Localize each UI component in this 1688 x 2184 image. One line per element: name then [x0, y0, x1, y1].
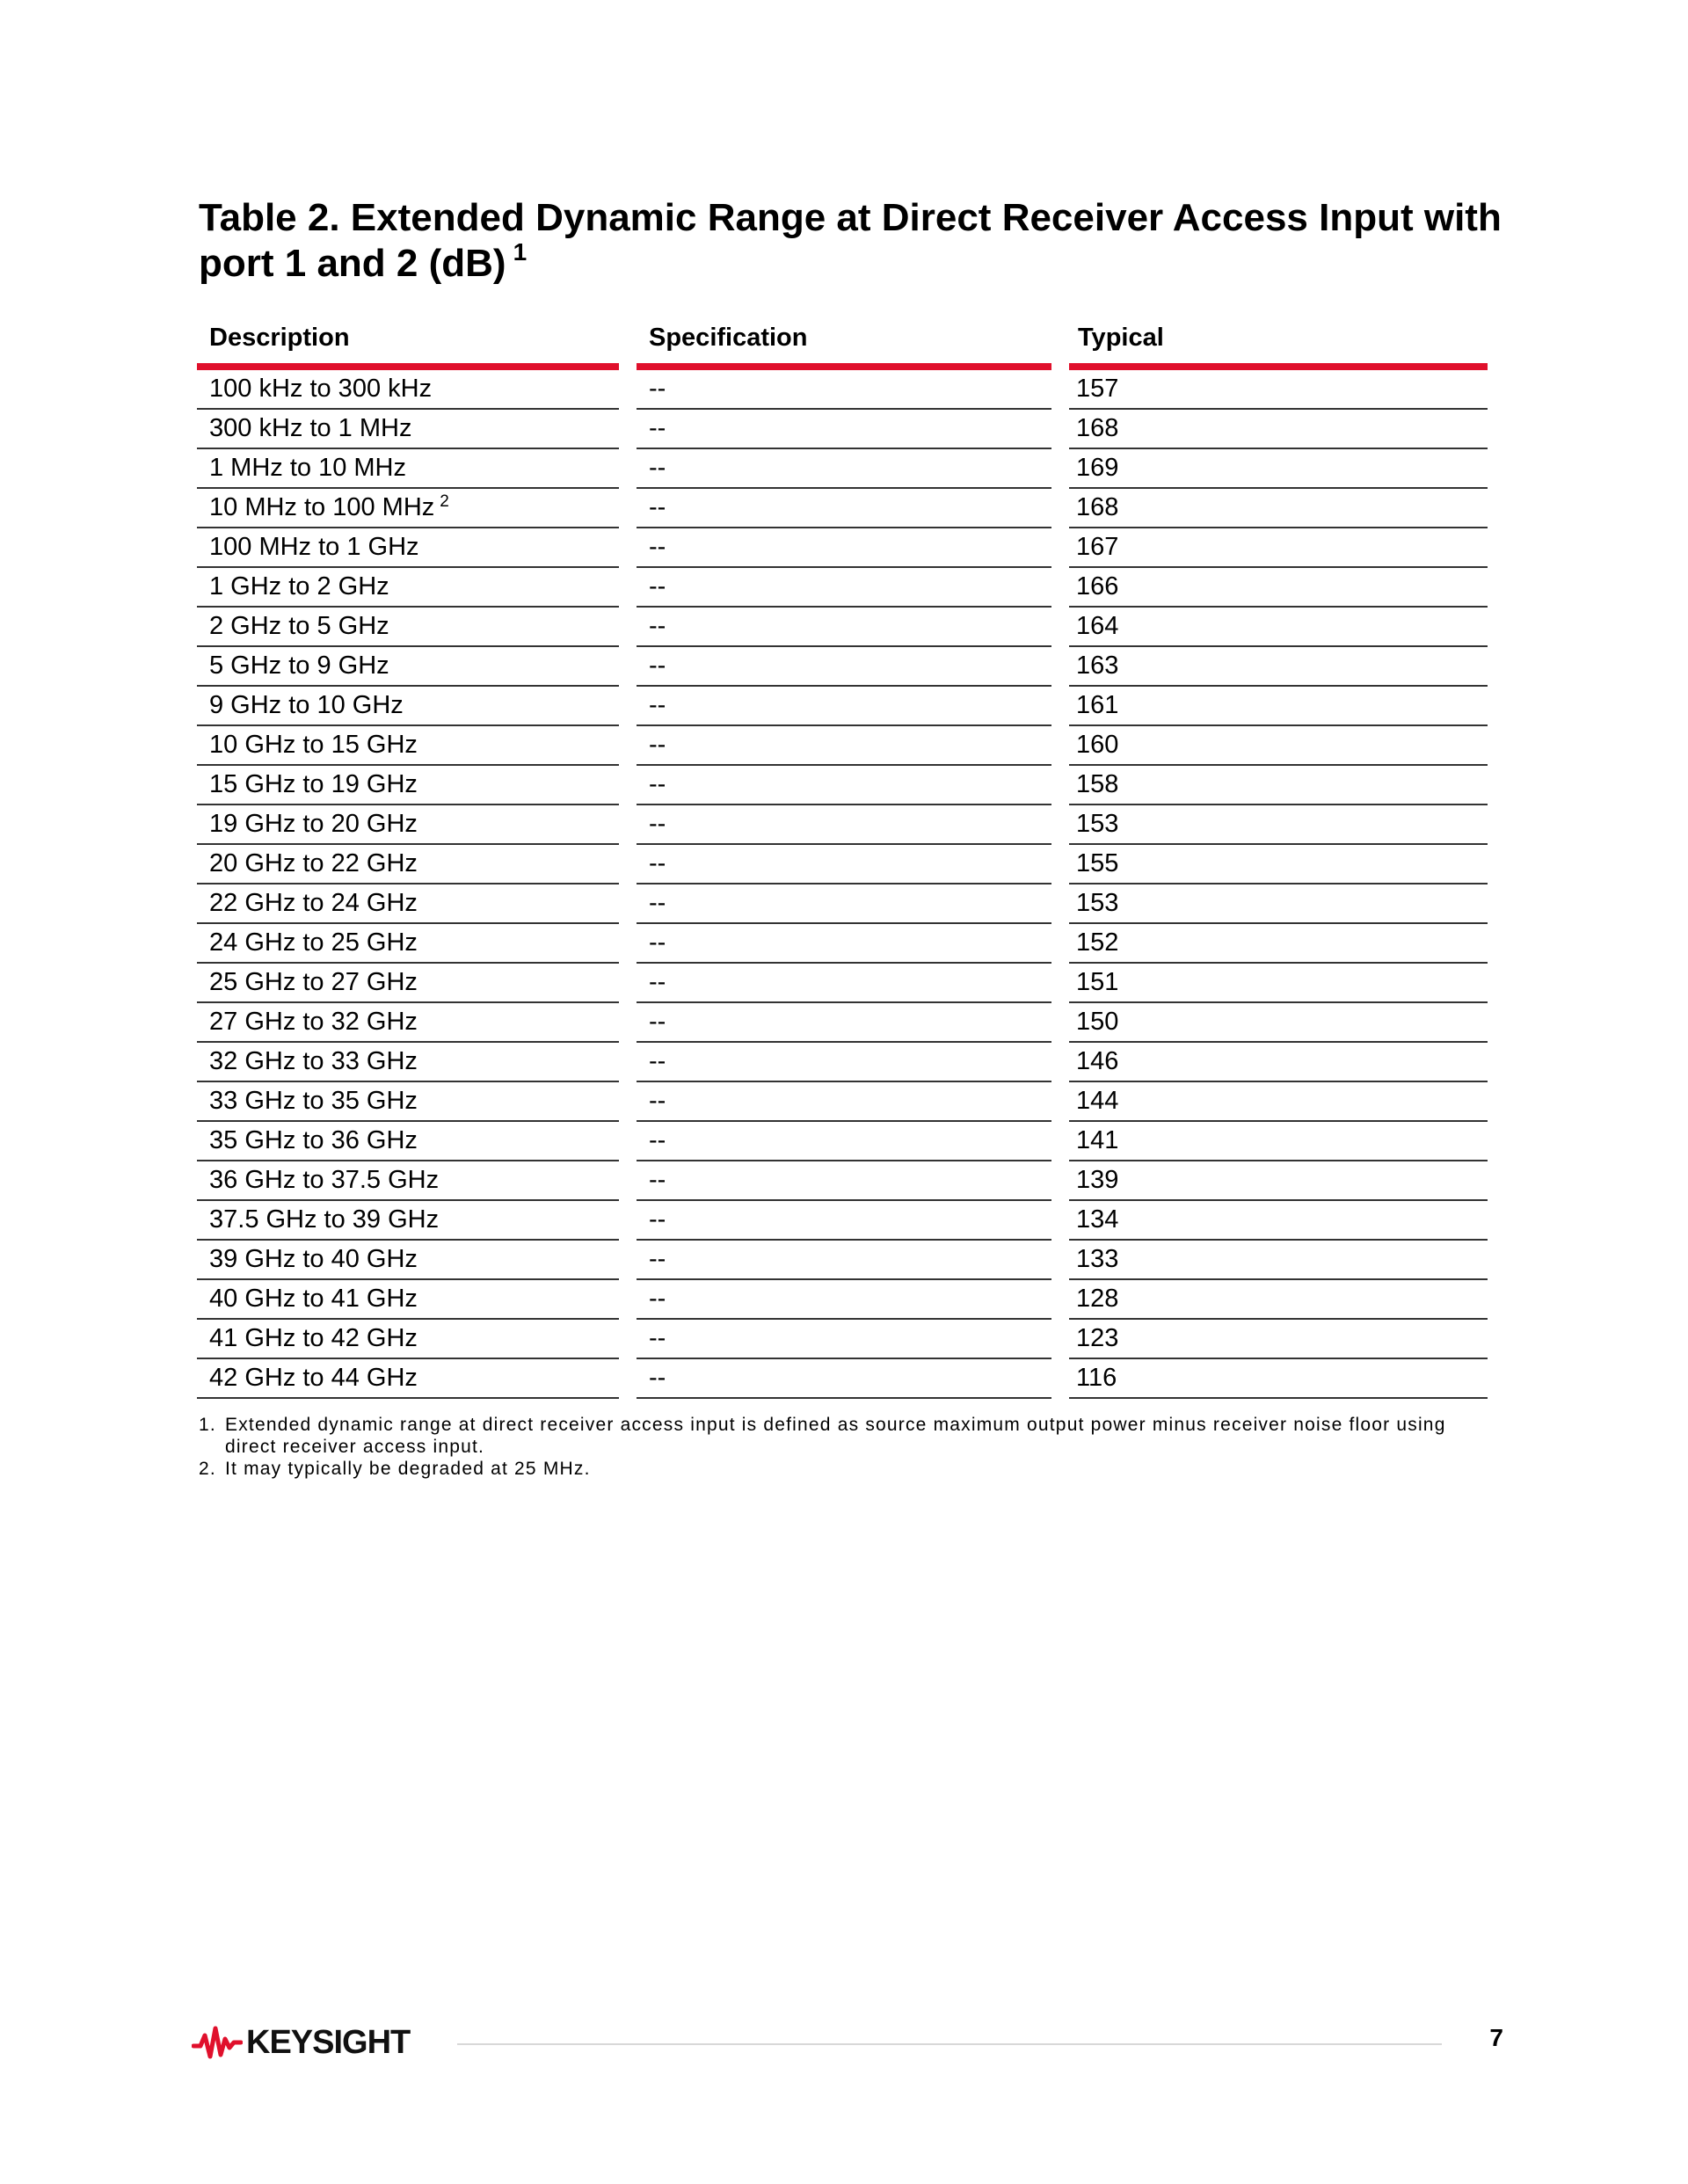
column-gap — [1051, 1082, 1069, 1122]
table-row — [197, 1082, 1488, 1122]
cell-specification: -- — [637, 766, 1051, 805]
column-gap — [1051, 312, 1069, 370]
cell-typical: 123 — [1069, 1320, 1488, 1359]
description-text: 15 GHz to 19 GHz — [209, 770, 418, 798]
table-row — [197, 766, 1488, 805]
table-row — [197, 885, 1488, 924]
cell-description — [197, 608, 619, 647]
column-gap — [619, 726, 637, 766]
table-body — [197, 370, 1488, 1399]
cell-description — [197, 370, 619, 410]
cell-typical: 161 — [1069, 687, 1488, 726]
column-gap — [619, 528, 637, 568]
description-text: 41 GHz to 42 GHz — [209, 1324, 418, 1352]
table-header-row — [197, 312, 1488, 370]
cell-typical: 169 — [1069, 449, 1488, 489]
description-text: 24 GHz to 25 GHz — [209, 928, 418, 957]
header-typical: Typical — [1069, 312, 1488, 370]
cell-typical: 160 — [1069, 726, 1488, 766]
cell-specification: -- — [637, 845, 1051, 885]
cell-specification: -- — [637, 805, 1051, 845]
cell-description — [197, 885, 619, 924]
cell-specification: -- — [637, 410, 1051, 449]
cell-specification: -- — [637, 726, 1051, 766]
column-gap — [1051, 924, 1069, 964]
column-gap — [619, 805, 637, 845]
description-text: 36 GHz to 37.5 GHz — [209, 1166, 440, 1194]
table-row — [197, 1003, 1488, 1043]
cell-specification: -- — [637, 489, 1051, 528]
column-gap — [619, 687, 637, 726]
table-row — [197, 608, 1488, 647]
keysight-wave-logo-icon — [192, 2023, 243, 2062]
description-text: 2 GHz to 5 GHz — [209, 612, 389, 640]
cell-specification: -- — [637, 1082, 1051, 1122]
column-gap — [619, 1359, 637, 1399]
column-gap — [619, 449, 637, 489]
cell-typical: 163 — [1069, 647, 1488, 687]
column-gap — [619, 845, 637, 885]
description-text: 27 GHz to 32 GHz — [209, 1008, 418, 1036]
cell-specification: -- — [637, 1320, 1051, 1359]
cell-specification: -- — [637, 964, 1051, 1003]
cell-description — [197, 1043, 619, 1082]
column-gap — [1051, 1003, 1069, 1043]
cell-typical: 158 — [1069, 766, 1488, 805]
column-gap — [619, 1003, 637, 1043]
description-text: 100 kHz to 300 kHz — [209, 375, 433, 403]
footnote-text: It may typically be degraded at 25 MHz. — [225, 1459, 591, 1479]
column-gap — [619, 370, 637, 410]
description-text: 300 kHz to 1 MHz — [209, 414, 412, 442]
footnote-item — [199, 1414, 1500, 1458]
description-text: 32 GHz to 33 GHz — [209, 1047, 418, 1075]
column-gap — [1051, 568, 1069, 608]
description-text: 22 GHz to 24 GHz — [209, 889, 418, 917]
cell-typical: 168 — [1069, 410, 1488, 449]
cell-specification: -- — [637, 1201, 1051, 1241]
table-row — [197, 528, 1488, 568]
cell-typical: 153 — [1069, 805, 1488, 845]
cell-description — [197, 766, 619, 805]
column-gap — [1051, 1280, 1069, 1320]
cell-specification: -- — [637, 924, 1051, 964]
table-row — [197, 1161, 1488, 1201]
table-row — [197, 1122, 1488, 1161]
column-gap — [1051, 687, 1069, 726]
footnote-number: 1. — [199, 1415, 216, 1435]
cell-specification: -- — [637, 1043, 1051, 1082]
column-gap — [619, 1161, 637, 1201]
column-gap — [619, 608, 637, 647]
column-gap — [619, 568, 637, 608]
description-text: 37.5 GHz to 39 GHz — [209, 1205, 440, 1234]
description-text: 1 MHz to 10 MHz — [209, 454, 406, 482]
table-row — [197, 1241, 1488, 1280]
cell-typical: 116 — [1069, 1359, 1488, 1399]
brand-name: KEYSIGHT — [246, 2023, 411, 2061]
column-gap — [619, 1082, 637, 1122]
footer-divider — [457, 2043, 1442, 2045]
description-text: 9 GHz to 10 GHz — [209, 691, 404, 719]
cell-description — [197, 568, 619, 608]
footnote-number: 2. — [199, 1459, 216, 1479]
cell-description — [197, 1201, 619, 1241]
table-row — [197, 964, 1488, 1003]
cell-typical: 146 — [1069, 1043, 1488, 1082]
cell-description — [197, 1122, 619, 1161]
cell-typical: 155 — [1069, 845, 1488, 885]
column-gap — [1051, 370, 1069, 410]
cell-specification: -- — [637, 370, 1051, 410]
cell-specification: -- — [637, 1359, 1051, 1399]
column-gap — [619, 1201, 637, 1241]
footnotes — [199, 1414, 1500, 1480]
column-gap — [619, 410, 637, 449]
table-row — [197, 845, 1488, 885]
column-gap — [1051, 647, 1069, 687]
column-gap — [1051, 1161, 1069, 1201]
column-gap — [1051, 885, 1069, 924]
dynamic-range-table — [197, 312, 1488, 1399]
column-gap — [1051, 726, 1069, 766]
column-gap — [1051, 449, 1069, 489]
table-title-text: Table 2. Extended Dynamic Range at Direct Receiver Access Input with port 1 and 2 (dB) — [199, 196, 1502, 285]
column-gap — [1051, 1201, 1069, 1241]
table-row — [197, 370, 1488, 410]
cell-typical: 133 — [1069, 1241, 1488, 1280]
description-text: 25 GHz to 27 GHz — [209, 968, 418, 996]
column-gap — [1051, 964, 1069, 1003]
column-gap — [1051, 1359, 1069, 1399]
cell-typical: 141 — [1069, 1122, 1488, 1161]
column-gap — [1051, 766, 1069, 805]
cell-specification: -- — [637, 1161, 1051, 1201]
cell-specification: -- — [637, 647, 1051, 687]
column-gap — [619, 885, 637, 924]
cell-typical: 164 — [1069, 608, 1488, 647]
cell-specification: -- — [637, 1241, 1051, 1280]
cell-description — [197, 1280, 619, 1320]
cell-specification: -- — [637, 528, 1051, 568]
column-gap — [619, 1043, 637, 1082]
cell-specification: -- — [637, 608, 1051, 647]
description-text: 33 GHz to 35 GHz — [209, 1087, 418, 1115]
description-text: 10 GHz to 15 GHz — [209, 731, 418, 759]
column-gap — [619, 489, 637, 528]
cell-typical: 168 — [1069, 489, 1488, 528]
footnote-item — [199, 1458, 1500, 1480]
cell-typical: 139 — [1069, 1161, 1488, 1201]
description-footnote-ref: 2 — [440, 492, 449, 511]
cell-typical: 150 — [1069, 1003, 1488, 1043]
title-footnote-ref: 1 — [513, 238, 528, 266]
column-gap — [619, 1280, 637, 1320]
cell-description — [197, 1003, 619, 1043]
cell-typical: 128 — [1069, 1280, 1488, 1320]
cell-specification: -- — [637, 1003, 1051, 1043]
column-gap — [1051, 1320, 1069, 1359]
cell-typical: 167 — [1069, 528, 1488, 568]
cell-specification: -- — [637, 885, 1051, 924]
cell-typical: 153 — [1069, 885, 1488, 924]
page-number: 7 — [1489, 2024, 1503, 2051]
table-row — [197, 568, 1488, 608]
table-row — [197, 687, 1488, 726]
description-text: 5 GHz to 9 GHz — [209, 652, 389, 680]
description-text: 10 MHz to 100 MHz — [209, 493, 435, 521]
column-gap — [1051, 608, 1069, 647]
cell-description — [197, 805, 619, 845]
description-text: 39 GHz to 40 GHz — [209, 1245, 418, 1273]
table-row — [197, 805, 1488, 845]
table-row — [197, 1359, 1488, 1399]
cell-specification: -- — [637, 1280, 1051, 1320]
cell-description — [197, 489, 619, 528]
cell-description — [197, 964, 619, 1003]
column-gap — [619, 1241, 637, 1280]
cell-description — [197, 1241, 619, 1280]
table-row — [197, 647, 1488, 687]
description-text: 35 GHz to 36 GHz — [209, 1126, 418, 1154]
column-gap — [619, 1320, 637, 1359]
cell-description — [197, 687, 619, 726]
cell-typical: 152 — [1069, 924, 1488, 964]
cell-description — [197, 528, 619, 568]
column-gap — [1051, 489, 1069, 528]
table-row — [197, 449, 1488, 489]
table-row — [197, 924, 1488, 964]
cell-description — [197, 1082, 619, 1122]
cell-specification: -- — [637, 568, 1051, 608]
column-gap — [1051, 528, 1069, 568]
cell-specification: -- — [637, 449, 1051, 489]
column-gap — [1051, 1241, 1069, 1280]
header-description: Description — [197, 312, 619, 370]
table-row — [197, 1320, 1488, 1359]
cell-description — [197, 410, 619, 449]
description-text: 19 GHz to 20 GHz — [209, 810, 418, 838]
column-gap — [1051, 805, 1069, 845]
cell-typical: 166 — [1069, 568, 1488, 608]
column-gap — [619, 766, 637, 805]
cell-description — [197, 1359, 619, 1399]
column-gap — [619, 1122, 637, 1161]
cell-typical: 134 — [1069, 1201, 1488, 1241]
table-row — [197, 726, 1488, 766]
cell-specification: -- — [637, 687, 1051, 726]
cell-typical: 144 — [1069, 1082, 1488, 1122]
column-gap — [619, 312, 637, 370]
cell-description — [197, 1161, 619, 1201]
description-text: 20 GHz to 22 GHz — [209, 849, 418, 877]
description-text: 42 GHz to 44 GHz — [209, 1364, 418, 1392]
table-title — [199, 195, 1517, 287]
table-row — [197, 489, 1488, 528]
column-gap — [1051, 410, 1069, 449]
cell-description — [197, 924, 619, 964]
cell-description — [197, 845, 619, 885]
description-text: 1 GHz to 2 GHz — [209, 572, 389, 601]
footnote-text: Extended dynamic range at direct receiver access input is defined as source maximum output power minus receiver noise floor using direct receiver access input. — [225, 1415, 1446, 1457]
keysight-logo — [192, 2020, 410, 2064]
cell-description — [197, 1320, 619, 1359]
cell-description — [197, 726, 619, 766]
column-gap — [1051, 1043, 1069, 1082]
column-gap — [619, 924, 637, 964]
cell-typical: 157 — [1069, 370, 1488, 410]
cell-description — [197, 647, 619, 687]
column-gap — [619, 647, 637, 687]
column-gap — [1051, 1122, 1069, 1161]
cell-description — [197, 449, 619, 489]
header-specification: Specification — [637, 312, 1051, 370]
cell-specification: -- — [637, 1122, 1051, 1161]
table-row — [197, 1280, 1488, 1320]
table-row — [197, 410, 1488, 449]
table-row — [197, 1043, 1488, 1082]
description-text: 100 MHz to 1 GHz — [209, 533, 419, 561]
description-text: 40 GHz to 41 GHz — [209, 1285, 418, 1313]
cell-typical: 151 — [1069, 964, 1488, 1003]
column-gap — [619, 964, 637, 1003]
table-row — [197, 1201, 1488, 1241]
column-gap — [1051, 845, 1069, 885]
